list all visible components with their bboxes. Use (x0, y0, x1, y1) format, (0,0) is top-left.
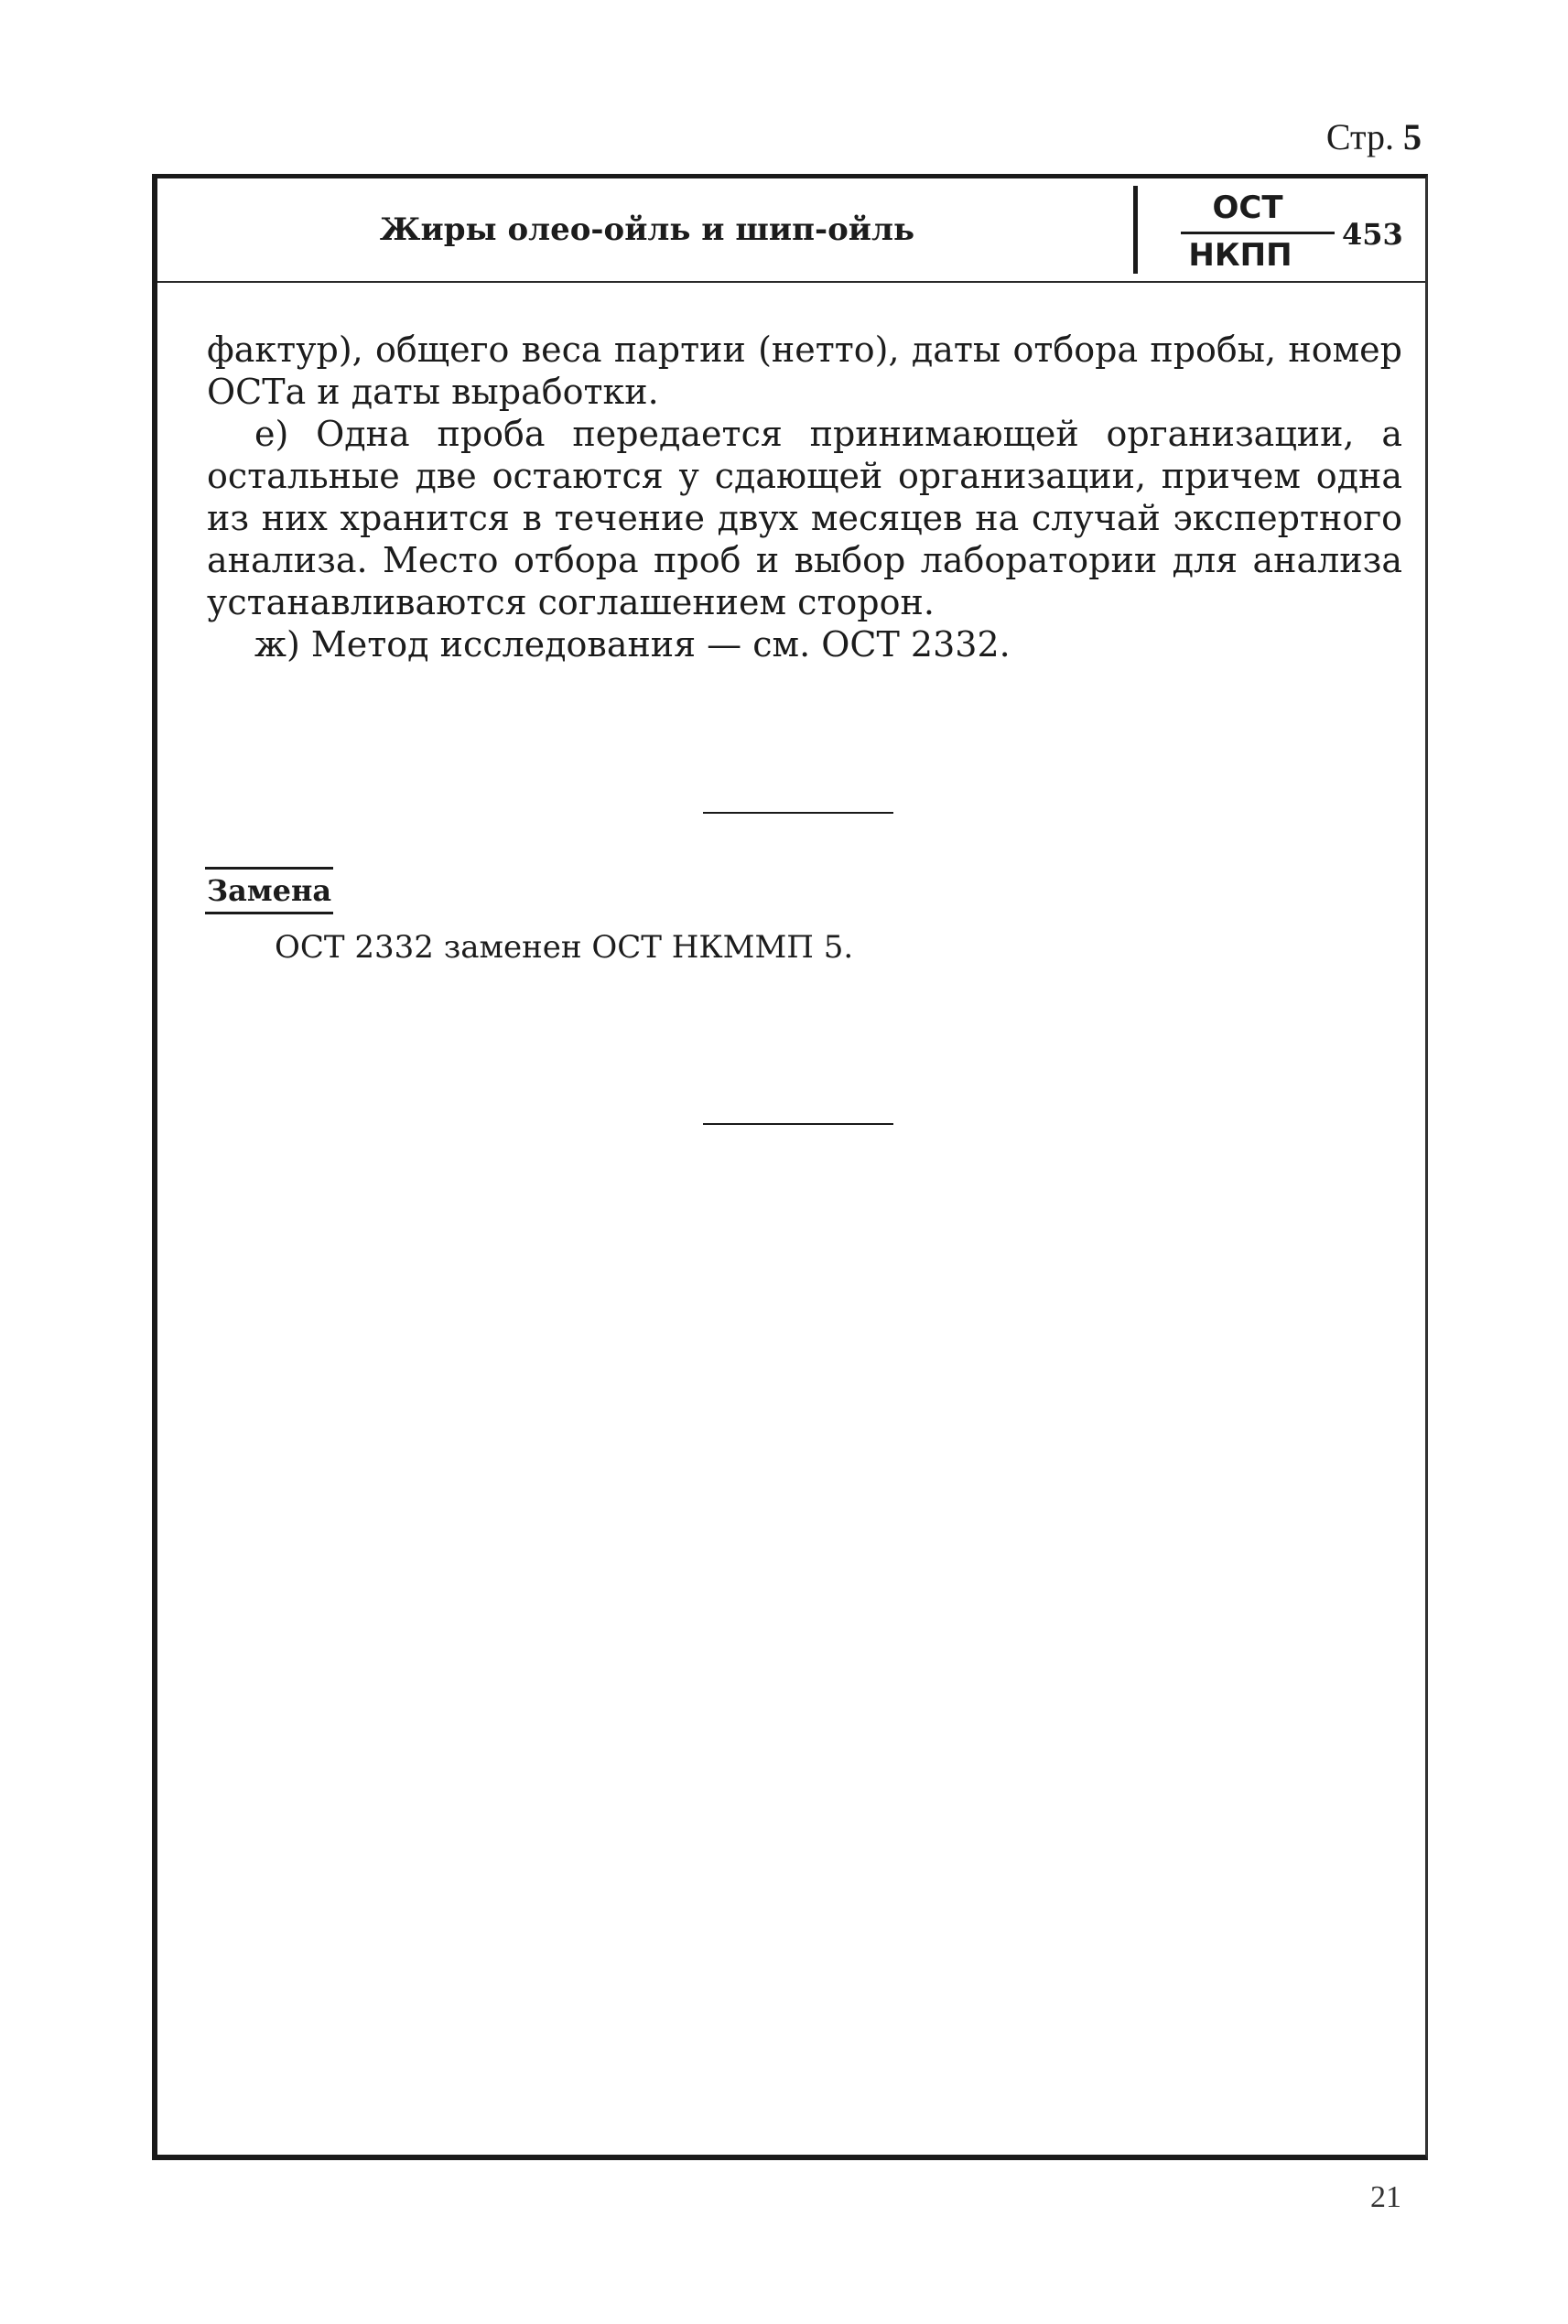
body-paragraph-2: е) Одна проба передается принимающей организации, а остальные две остаются у сдающей организации, причем одна из них хранится в течение двух месяцев на случай экспертного анализа. Место отбора проб и выбор лаборатории для анализа устанавливаются соглашением сторон. (207, 414, 1402, 622)
standard-bottom: НКПП (1188, 237, 1292, 274)
standard-fraction-line (1181, 232, 1335, 234)
section-separator-2 (703, 1123, 893, 1125)
standard-designation (1181, 189, 1403, 274)
replacement-label: Замена (205, 867, 333, 914)
sheet-number: 21 (1370, 2180, 1401, 2214)
body-paragraph-3: ж) Метод исследования — см. ОСТ 2332. (254, 624, 1011, 665)
page-number-value: 5 (1403, 116, 1422, 157)
standard-number: 453 (1342, 217, 1403, 252)
document-header (157, 178, 1425, 283)
standard-top: ОСТ (1212, 189, 1283, 226)
section-separator-1 (703, 812, 893, 814)
document-frame (152, 174, 1428, 2160)
page-number-label: Стр. (1325, 116, 1394, 157)
document-body (207, 329, 1402, 665)
replacement-text: ОСТ 2332 заменен ОСТ НКММП 5. (275, 929, 854, 966)
document-title: Жиры олео-ойль и шип-ойль (379, 211, 915, 248)
body-paragraph-1: фактур), общего веса партии (нетто), даты отбора пробы, номер ОСТа и даты выработки. (207, 330, 1402, 412)
header-divider (1133, 186, 1138, 274)
page-number (1326, 115, 1422, 158)
